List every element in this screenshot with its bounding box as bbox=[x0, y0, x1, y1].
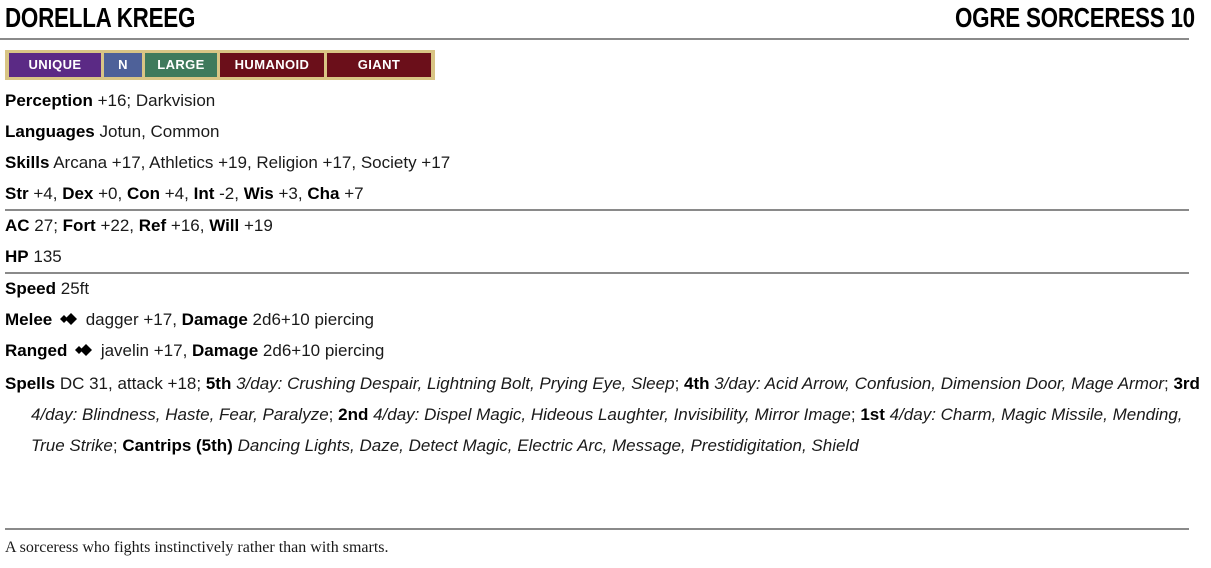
rank1-label: 1st bbox=[860, 405, 885, 424]
ac-label: AC bbox=[5, 216, 30, 235]
ref-label: Ref bbox=[138, 216, 167, 235]
spells-block: Spells DC 31, attack +18; 5th 3/day: Crushing Despair, Lightning Bolt, Prying Eye, Sleep; 4th 3/day: Acid Arrow, Confusion, Dimension Door, Mage Armor; 3rd 4/day: Blindness, Haste, Fear, Paralyze; 2nd 4/day: Dispel Magic, Hideous Laughter, Invisibility, Mirror Image; 1st 4/day: Charm, Magic Missile, Mending, True Strike; Cantrips (5th) Dancing Lights, Daze, Detect Magic, Electric Arc, Message, Prestidigitation, Shield bbox=[5, 374, 1200, 455]
skills-line bbox=[5, 151, 450, 175]
ranged-line bbox=[5, 339, 384, 363]
trait-humanoid: HUMANOID bbox=[220, 53, 324, 77]
spells-intro: DC 31, attack +18; bbox=[59, 374, 202, 393]
cantrips-spells: Dancing Lights, Daze, Detect Magic, Electric Arc, Message, Prestidigitation, Shield bbox=[237, 436, 859, 455]
title-row bbox=[5, 0, 1195, 37]
hp-line bbox=[5, 245, 62, 269]
rank5-spells: 3/day: Crushing Despair, Lightning Bolt, Prying Eye, Sleep bbox=[236, 374, 675, 393]
section-divider bbox=[5, 272, 1189, 274]
ranged-damage-label: Damage bbox=[192, 341, 259, 360]
cantrips-label: Cantrips (5th) bbox=[122, 436, 233, 455]
rank1-spells: 4/day: Charm, Magic Missile, Mending, True Strike bbox=[31, 405, 1183, 455]
wis-value: +3 bbox=[278, 184, 298, 203]
con-value: +4 bbox=[164, 184, 185, 203]
skills-label: Skills bbox=[5, 153, 50, 172]
ranged-weapon: javelin +17, bbox=[100, 341, 188, 360]
title-divider bbox=[0, 38, 1189, 40]
dex-label: Dex bbox=[62, 184, 94, 203]
cha-value: +7 bbox=[344, 184, 364, 203]
rank5-label: 5th bbox=[205, 374, 232, 393]
str-value: +4 bbox=[33, 184, 53, 203]
speed-label: Speed bbox=[5, 279, 57, 298]
creature-name: DORELLA KREEG bbox=[5, 2, 196, 33]
section-divider bbox=[5, 528, 1189, 530]
section-divider bbox=[5, 209, 1189, 211]
melee-line bbox=[5, 308, 374, 332]
con-label: Con bbox=[126, 184, 161, 203]
will-label: Will bbox=[209, 216, 240, 235]
trait-giant: GIANT bbox=[327, 53, 431, 77]
dex-value: +0 bbox=[98, 184, 118, 203]
melee-damage-value: 2d6+10 piercing bbox=[252, 310, 375, 329]
rank2-label: 2nd bbox=[338, 405, 369, 424]
rank3-spells: 4/day: Blindness, Haste, Fear, Paralyze bbox=[31, 405, 329, 424]
melee-label: Melee bbox=[5, 310, 53, 329]
spells-label: Spells bbox=[5, 374, 56, 393]
speed-line bbox=[5, 277, 89, 301]
rank4-label: 4th bbox=[684, 374, 710, 393]
perception-label: Perception bbox=[5, 91, 93, 110]
melee-weapon: dagger +17, bbox=[85, 310, 177, 329]
int-label: Int bbox=[193, 184, 215, 203]
will-value: +19 bbox=[244, 216, 273, 235]
trait-size: LARGE bbox=[145, 53, 217, 77]
fort-label: Fort bbox=[62, 216, 96, 235]
skills-value: Arcana +17, Athletics +19, Religion +17, Society +17 bbox=[53, 153, 451, 172]
str-label: Str bbox=[5, 184, 29, 203]
rank3-label: 3rd bbox=[1173, 374, 1200, 393]
trait-alignment: N bbox=[104, 53, 142, 77]
single-action-icon bbox=[75, 343, 93, 357]
rank4-spells: 3/day: Acid Arrow, Confusion, Dimension Door, Mage Armor bbox=[714, 374, 1164, 393]
languages-line bbox=[5, 120, 219, 144]
hp-value: 135 bbox=[33, 247, 62, 266]
fort-value: +22 bbox=[100, 216, 130, 235]
ref-value: +16 bbox=[170, 216, 200, 235]
defense-line: AC 27; Fort +22, Ref +16, Will +19 bbox=[5, 216, 273, 235]
melee-damage-label: Damage bbox=[181, 310, 248, 329]
languages-value: Jotun, Common bbox=[99, 122, 220, 141]
ranged-damage-value: 2d6+10 piercing bbox=[262, 341, 385, 360]
creature-type-level: OGRE SORCERESS 10 bbox=[955, 2, 1195, 33]
perception-line bbox=[5, 89, 215, 113]
perception-value: +16; Darkvision bbox=[97, 91, 216, 110]
trait-unique: UNIQUE bbox=[9, 53, 101, 77]
languages-label: Languages bbox=[5, 122, 95, 141]
rank2-spells: 4/day: Dispel Magic, Hideous Laughter, Invisibility, Mirror Image bbox=[373, 405, 851, 424]
hp-label: HP bbox=[5, 247, 29, 266]
flavor-description: A sorceress who fights instinctively rather than with smarts. bbox=[5, 539, 389, 556]
cha-label: Cha bbox=[307, 184, 340, 203]
int-value: -2 bbox=[219, 184, 235, 203]
ranged-label: Ranged bbox=[5, 341, 68, 360]
ac-value: 27 bbox=[34, 216, 54, 235]
trait-bar bbox=[5, 50, 435, 80]
ability-scores-line: Str +4, Dex +0, Con +4, Int -2, Wis +3, Cha +7 bbox=[5, 184, 364, 203]
single-action-icon bbox=[60, 312, 78, 326]
speed-value: 25ft bbox=[60, 279, 90, 298]
wis-label: Wis bbox=[243, 184, 274, 203]
